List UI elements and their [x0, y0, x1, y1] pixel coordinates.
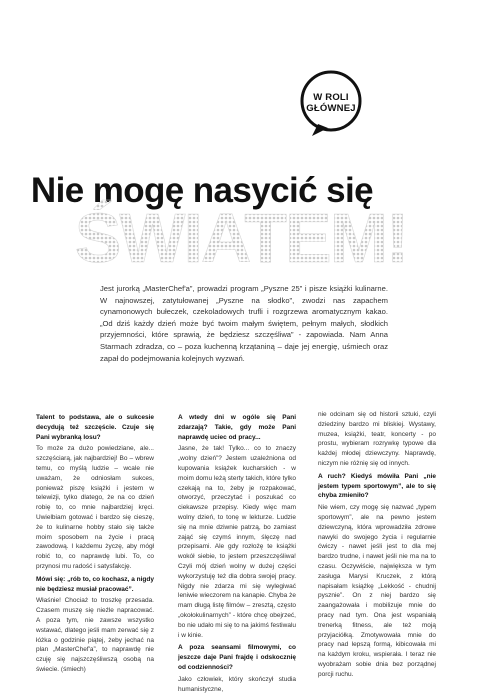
badge-text	[298, 92, 364, 114]
interview-answer: nie odcinam się od historii sztuki, czyli dziedziny bardzo mi bliskiej. Wystawy, muzea, książki, teatr, koncerty - po prostu, wybieram rozrywkę typowe dla każdej młodej dziewczyny. Naprawdę, niczym nie różnię się od innych.	[318, 411, 436, 467]
text-column-3	[318, 410, 436, 682]
lead-paragraph: Jest jurorką „MasterChef'a”, prowadzi program „Pyszne 25” i pisze książki kulinarne. W najnowszej, zatytułowanej „Pyszne na słodko”, zwodzi nas zapachem cynamonowych bułeczek, czekoladowych trufli i rozgrzewa aromatycznym kakao. „Od dziś każdy dzień może być twoim małym świętem, pełnym małych, słodkich przyjemności, które sprawią, że będziesz szczęśliwa” - zapowiada. Nam Anna Starmach zdradza, co – poza kuchenną krzątaniną – daje jej energię, uśmiech oraz zapał do podejmowania kolejnych wyzwań.	[100, 284, 388, 363]
text-column-2	[178, 410, 296, 696]
dotted-word-text: ŚWIATEM!	[74, 199, 408, 277]
text-column-1	[36, 410, 154, 677]
interview-answer: Nie wiem, czy mogę się nazwać „typem sportowym”, ale na pewno jestem dziewczyną, która wprowadziła zdrowe nawyki do swojego życia i regularnie ćwiczy - nawet jeśli jest to dla mej bardzo trudne, i nawet jeśli nie ma na to czasu. Oczywiście, największa w tym zasługa Marysi Kruczek, z którą napisałam książkę „Lekkość - chudnij pysznie”. On z niej bardzo się zaangażowała i mobilizuje mnie do pracy nad tym. Ona jest wspaniałą trenerką fitness, ale też moją przyjaciółką. Zmotywowała mnie do pracy nad lepszą formą, kibicowała mi na każdym kroku, wspierała. I teraz nie wyobrażam sobie dnia bez porządnej porcji ruchu.	[318, 504, 436, 678]
article-title: Nie mogę nasycić się	[30, 171, 373, 210]
interview-question: Talent to podstawa, ale o sukcesie decydują też szczęście. Czuje się Pani wybranką losu?	[36, 414, 154, 441]
interview-answer: To może za dużo powiedziane, ale... szczęściarą, jak najbardziej! Bo – wbrew temu, co myślą ludzie – wcale nie uważam, że odniosłam sukces, ponieważ piszę książki i jestem w telewizji, tylko dlatego, że na co dzień robię to, co mnie najbardziej kręci. Uwielbiam gotować i bardzo się cieszę, że to kulinarne hobby stało się także moim sposobem na życie i pracą zawodową. I każdemu życzę, aby mógł robić to, co naprawdę lubi. To, co przynosi mu radość i satysfakcję.	[36, 445, 154, 570]
interview-question: Mówi się: „rób to, co kochasz, a nigdy nie będziesz musiał pracować”.	[36, 575, 154, 593]
interview-answer: Jako człowiek, który skończył studia humanistyczne,	[178, 675, 296, 693]
interview-question: A wtedy dni w ogóle się Pani zdarzają? Takie, gdy może Pani naprawdę uciec od pracy...	[178, 414, 296, 441]
badge-line-1: W ROLI	[313, 92, 349, 103]
interview-answer: Właśnie! Chociaż to troszkę przesada. Czasem muszę się nieźle napracować. A poza tym, nie zawsze wszystko wstawać, dlatego jeśli mam zerwać się z łóżka o godzinie piątej, żeby jechać na plan „MasterChef'a”, to naprawdę nie czuję się najszczęśliwszą osobą na świecie. (śmiech)	[36, 597, 154, 673]
badge-line-2: GŁÓWNEJ	[306, 103, 356, 114]
dotted-word-graphic	[74, 199, 408, 277]
section-badge	[298, 70, 364, 136]
dotted-headline-word	[74, 199, 408, 277]
interview-question: A poza seansami filmowymi, co jeszcze daje Pani frajdę i odskocznię od codzienności?	[178, 644, 296, 671]
interview-question: A ruch? Kiedyś mówiła Pani „nie jestem typem sportowym”, ale to się chyba zmieniło?	[318, 472, 436, 500]
interview-answer: Jasne, że tak! Tylko... co to znaczy „wolny dzień”? Jestem uzależniona od kupowania książek kucharskich - w moim domu leżą sterty takich, które tylko czekają na to, żeby je rozpakować, otworzyć, przeczytać i poszukać co ciekawsze przepisy. Kiedy więc mam wolny dzień, to tonę w lekturze. Ludzie się na mnie dziwnie patrzą, bo zamiast zająć się czymś innym, ślęczę nad przepisami. Ale gdy rozłożę te książki wokół siebie, to jestem przeszczęśliwa! Czyli mój dzień wolny w dużej części wykorzystuję też dla dobra swojej pracy. Nigdy nie zdarza mi się wylegiwać leniwie wieczorem na kanapie. Chyba że mam długą listę filmów – zresztą, często „okołokulinarnych” - które chcę obejrzeć, bo nie udało mi się to na jakimś festiwalu i w kinie.	[178, 445, 296, 639]
